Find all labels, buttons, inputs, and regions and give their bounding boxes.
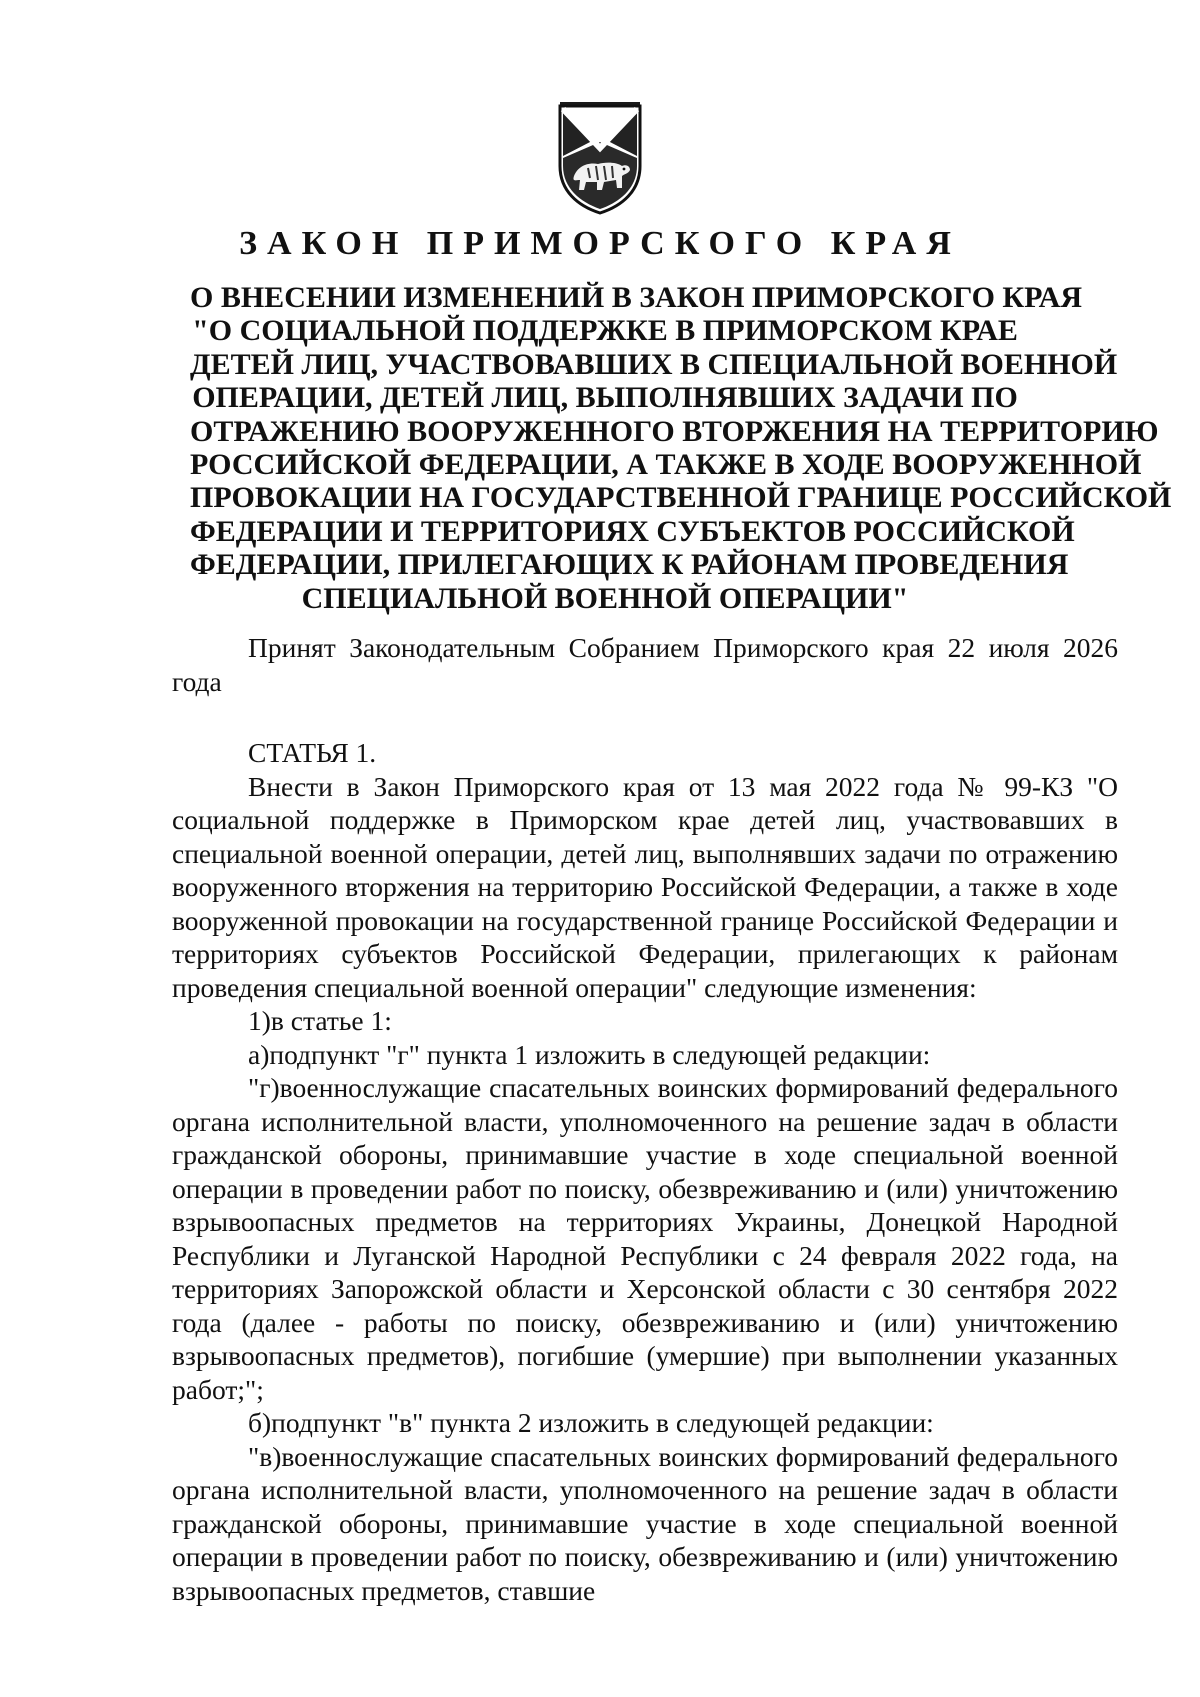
primorsky-krai-coat-of-arms-icon <box>552 96 648 216</box>
item-a-text: "г)военнослужащие спасательных воинских формирований федерального органа исполнительной власти, уполномоченного на решение задач в области гражданской обороны, принимавшие участие в ходе специальной военной операции в проведении работ по поиску, обезвреживанию и (или) уничтожению взрывоопасных предметов на территориях Украины, Донецкой Народной Республики и Луганской Народной Республики с 24 февраля 2022 года, на территориях Запорожской области и Херсонской области с 30 сентября 2022 года (далее - работы по поиску, обезвреживанию и (или) уничтожению взрывоопасных предметов), погибшие (умершие) при выполнении указанных работ;"; <box>172 1072 1118 1405</box>
subtitle-line: ДЕТЕЙ ЛИЦ, УЧАСТВОВАВШИХ В СПЕЦИАЛЬНОЙ ВОЕННОЙ <box>190 347 1118 381</box>
adoption-note: Принят Законодательным Собранием Приморского края 22 июля 2026 года <box>172 632 1118 697</box>
law-subtitle <box>190 281 1172 615</box>
subtitle-line: СПЕЦИАЛЬНОЙ ВОЕННОЙ ОПЕРАЦИИ" <box>301 581 909 615</box>
spacer <box>172 698 1118 736</box>
subtitle-line: ФЕДЕРАЦИИ, ПРИЛЕГАЮЩИХ К РАЙОНАМ ПРОВЕДЕНИЯ <box>190 548 1069 582</box>
item-a: а)подпункт "г" пункта 1 изложить в следующей редакции: <box>248 1038 931 1070</box>
subtitle-line: ОПЕРАЦИИ, ДЕТЕЙ ЛИЦ, ВЫПОЛНЯВШИХ ЗАДАЧИ ПО <box>192 381 1018 415</box>
subtitle-line: ОТРАЖЕНИЮ ВООРУЖЕННОГО ВТОРЖЕНИЯ НА ТЕРРИТОРИЮ <box>190 414 1159 448</box>
subtitle-line: "О СОЦИАЛЬНОЙ ПОДДЕРЖКЕ В ПРИМОРСКОМ КРАЕ <box>192 314 1018 348</box>
subtitle-line: О ВНЕСЕНИИ ИЗМЕНЕНИЙ В ЗАКОН ПРИМОРСКОГО КРАЯ <box>190 281 1082 314</box>
article-heading: СТАТЬЯ 1. <box>248 737 377 768</box>
law-title: ЗАКОН ПРИМОРСКОГО КРАЯ <box>239 225 961 262</box>
item-1: 1)в статье 1: <box>248 1005 392 1036</box>
item-b: б)подпункт "в" пункта 2 изложить в следующей редакции: <box>248 1407 934 1438</box>
subtitle-line: ПРОВОКАЦИИ НА ГОСУДАРСТВЕННОЙ ГРАНИЦЕ РОССИЙСКОЙ <box>190 481 1172 515</box>
item-b-text: "в)военнослужащие спасательных воинских формирований федерального органа исполнительной власти, уполномоченного на решение задач в области гражданской обороны, принимавшие участие в ходе специальной военной операции в проведении работ по поиску, обезвреживанию и (или) уничтожению взрывоопасных предметов, ставшие <box>172 1440 1118 1606</box>
article-intro: Внести в Закон Приморского края от 13 мая 2022 года № 99-КЗ "О социальной поддержке в Приморском крае детей лиц, участвовавших в специальной военной операции, детей лиц, выполнявших задачи по отражению вооруженного вторжения на территорию Российской Федерации, а также в ходе вооруженной провокации на государственной границе Российской Федерации и территориях субъектов Российской Федерации, прилегающих к районам проведения специальной военной операции" следующие изменения: <box>172 770 1118 1003</box>
subtitle-line: РОССИЙСКОЙ ФЕДЕРАЦИИ, А ТАКЖЕ В ХОДЕ ВООРУЖЕННОЙ <box>190 448 1142 482</box>
subtitle-line: ФЕДЕРАЦИИ И ТЕРРИТОРИЯХ СУБЪЕКТОВ РОССИЙСКОЙ <box>190 514 1075 548</box>
document-body <box>172 631 1118 1607</box>
